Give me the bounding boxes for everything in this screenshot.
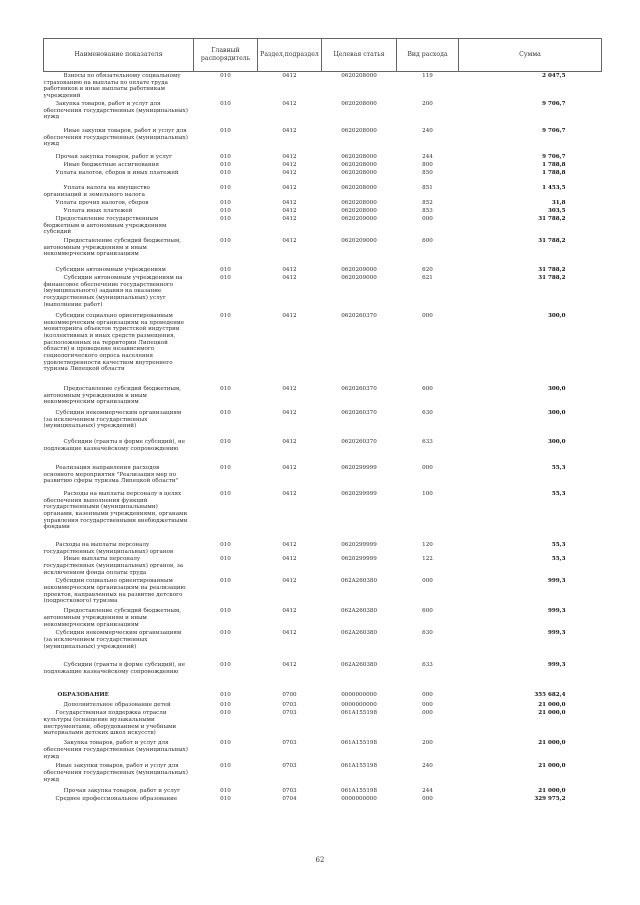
table-row xyxy=(44,691,602,701)
cell-section: 0412 xyxy=(282,541,297,548)
cell-admin: 010 xyxy=(220,490,231,497)
table-body xyxy=(44,72,602,804)
cell-section: 0412 xyxy=(282,184,297,191)
cell-admin: 010 xyxy=(220,630,231,637)
table-header xyxy=(44,39,602,72)
cell-article: 062A260380 xyxy=(340,630,378,637)
table-row xyxy=(44,701,602,709)
cell-section: 0412 xyxy=(282,274,297,281)
cell-sum: 21 000,0 xyxy=(538,788,566,795)
cell-sum: 21 000,0 xyxy=(538,702,566,709)
cell-exptype: 240 xyxy=(422,763,433,770)
cell-admin: 010 xyxy=(220,73,231,79)
cell-article: 0620208000 xyxy=(341,127,377,134)
cell-article: 0620208000 xyxy=(341,207,377,214)
cell-section: 0700 xyxy=(282,692,297,699)
cell-sum: 999,3 xyxy=(547,578,566,585)
cell-exptype: 000 xyxy=(422,710,433,717)
cell-exptype: 633 xyxy=(422,438,433,445)
cell-section: 0412 xyxy=(282,409,297,416)
table-row xyxy=(44,709,602,739)
cell-admin: 010 xyxy=(220,788,231,795)
cell-admin: 010 xyxy=(220,608,231,615)
cell-article: 061A155198 xyxy=(340,710,378,717)
cell-sum: 1 453,5 xyxy=(542,184,566,191)
header-article: Целевая статья xyxy=(322,39,397,72)
cell-sum: 55,3 xyxy=(551,556,566,563)
table-row xyxy=(44,661,602,691)
cell-admin: 010 xyxy=(220,161,231,168)
table-row xyxy=(44,577,602,607)
table-row xyxy=(44,541,602,555)
cell-exptype: 119 xyxy=(422,73,433,79)
cell-sum: 31 788,2 xyxy=(538,237,566,244)
table-row xyxy=(44,161,602,169)
cell-section: 0412 xyxy=(282,153,297,160)
cell-name: Реализация направления расходов основного мероприятия "Реализация мер по развитию сферы туризма Липецкой области" xyxy=(43,464,179,485)
cell-article: 0620208000 xyxy=(341,161,377,168)
cell-name: Расходы на выплаты персоналу государственных (муниципальных) органов xyxy=(43,541,174,555)
cell-section: 0412 xyxy=(282,556,297,563)
table-row xyxy=(44,169,602,184)
cell-sum: 300,0 xyxy=(547,409,566,416)
cell-exptype: 621 xyxy=(422,274,433,281)
table-row xyxy=(44,409,602,438)
cell-sum: 21 000,0 xyxy=(538,763,566,770)
cell-exptype: 244 xyxy=(422,153,433,160)
cell-sum: 303,5 xyxy=(547,207,566,214)
cell-admin: 010 xyxy=(220,385,231,392)
cell-exptype: 000 xyxy=(422,796,433,803)
cell-article: 061A155198 xyxy=(340,740,378,747)
cell-admin: 010 xyxy=(220,169,231,176)
cell-section: 0412 xyxy=(282,73,297,79)
cell-name: Иные закупки товаров, работ и услуг для обеспечения государственных (муниципальных) нужд xyxy=(43,763,188,783)
cell-name: Уплата прочих налогов, сборов xyxy=(55,199,149,206)
cell-name: Предоставление субсидий бюджетным, автономным учреждениям и иным некоммерческим организациям xyxy=(43,608,182,628)
cell-exptype: 851 xyxy=(422,184,433,191)
cell-section: 0703 xyxy=(282,740,297,747)
cell-exptype: 630 xyxy=(422,409,433,416)
table-row xyxy=(44,274,602,312)
cell-exptype: 000 xyxy=(422,312,433,319)
cell-sum: 9 706,7 xyxy=(542,127,566,134)
header-section: Раздел,подраздел xyxy=(258,39,322,72)
cell-sum: 55,3 xyxy=(551,541,566,548)
table-row xyxy=(44,464,602,490)
cell-exptype: 630 xyxy=(422,630,433,637)
cell-admin: 010 xyxy=(220,237,231,244)
cell-exptype: 000 xyxy=(422,215,433,222)
cell-admin: 010 xyxy=(220,763,231,770)
cell-exptype: 600 xyxy=(422,237,433,244)
cell-section: 0412 xyxy=(282,464,297,471)
cell-article: 0620299999 xyxy=(341,556,377,563)
cell-name: Субсидии социально ориентированным некоммерческим организациям на проведение мониторинга объектов туристской индустрии (коллективных и иных средств размещения, расположенных на территории Липецкой области) и проведение независимого социологического опроса населения удовлетворенности качеством внутреннего туризма Липецкой области xyxy=(43,312,185,373)
cell-section: 0412 xyxy=(282,608,297,615)
cell-article: 061A155198 xyxy=(340,788,378,795)
cell-section: 0412 xyxy=(282,385,297,392)
cell-exptype: 600 xyxy=(422,385,433,392)
cell-section: 0412 xyxy=(282,207,297,214)
cell-exptype: 122 xyxy=(422,556,433,563)
cell-article: 0620208000 xyxy=(341,169,377,176)
cell-name: Предоставление субсидий бюджетным, автономным учреждениям и иным некоммерческим организациям xyxy=(43,385,182,406)
table-row xyxy=(44,127,602,153)
cell-sum: 2 047,5 xyxy=(542,73,566,79)
cell-article: 0620260370 xyxy=(341,385,377,392)
cell-article: 0620208000 xyxy=(341,153,377,160)
cell-name: Закупка товаров, работ и услуг для обеспечения государственных (муниципальных) нужд xyxy=(43,740,188,760)
cell-article: 0620209000 xyxy=(341,237,377,244)
cell-exptype: 852 xyxy=(422,199,433,206)
cell-name: Субсидии (гранты в форме субсидий), не подлежащие казначейскому сопровождению xyxy=(43,438,186,452)
cell-article: 0620260370 xyxy=(341,438,377,445)
cell-exptype: 633 xyxy=(422,662,433,669)
cell-exptype: 853 xyxy=(422,207,433,214)
cell-section: 0412 xyxy=(282,169,297,176)
cell-name: Субсидии социально ориентированным некоммерческим организациям на реализацию проектов, направленных на развитие детского (подросткового) туризма xyxy=(43,578,186,605)
cell-article: 0620299999 xyxy=(341,464,377,471)
cell-exptype: 100 xyxy=(422,490,433,497)
cell-admin: 010 xyxy=(220,702,231,709)
cell-sum: 55,3 xyxy=(551,490,566,497)
cell-admin: 010 xyxy=(220,207,231,214)
cell-name: Уплата налога на имущество организаций и земельного налога xyxy=(43,184,150,198)
page-number: 62 xyxy=(315,856,325,864)
table-row xyxy=(44,184,602,199)
cell-section: 0412 xyxy=(282,312,297,319)
cell-section: 0412 xyxy=(282,662,297,669)
cell-sum: 21 000,0 xyxy=(538,740,566,747)
cell-admin: 010 xyxy=(220,662,231,669)
table-row xyxy=(44,787,602,795)
cell-exptype: 000 xyxy=(422,702,433,709)
cell-name: Иные бюджетные ассигнования xyxy=(63,161,159,168)
cell-section: 0703 xyxy=(282,763,297,770)
cell-exptype: 600 xyxy=(422,608,433,615)
table-row xyxy=(44,607,602,629)
cell-name: Субсидии некоммерческим организациям (за исключением государственных (муниципальных) учреждений) xyxy=(43,630,182,650)
cell-admin: 010 xyxy=(220,215,231,222)
cell-sum: 1 788,8 xyxy=(542,161,566,168)
cell-article: 0620208000 xyxy=(341,199,377,206)
cell-admin: 010 xyxy=(220,541,231,548)
cell-section: 0703 xyxy=(282,788,297,795)
cell-name: ОБРАЗОВАНИЕ xyxy=(57,692,109,699)
cell-article: 0620209000 xyxy=(341,266,377,273)
cell-sum: 999,3 xyxy=(547,608,566,615)
cell-exptype: 244 xyxy=(422,788,433,795)
table-row xyxy=(44,215,602,237)
cell-admin: 010 xyxy=(220,184,231,191)
header-sum: Сумма xyxy=(459,39,602,72)
cell-admin: 010 xyxy=(220,692,231,699)
cell-name: Субсидии автономным учреждениям xyxy=(55,266,166,273)
cell-admin: 010 xyxy=(220,556,231,563)
cell-name: Среднее профессиональное образование xyxy=(55,796,178,803)
cell-admin: 010 xyxy=(220,409,231,416)
cell-section: 0412 xyxy=(282,199,297,206)
cell-article: 0620260370 xyxy=(341,409,377,416)
table-row xyxy=(44,438,602,464)
cell-section: 0412 xyxy=(282,578,297,585)
header-name: Наименование показателя xyxy=(44,39,194,72)
cell-admin: 010 xyxy=(220,274,231,281)
cell-exptype: 000 xyxy=(422,578,433,585)
cell-exptype: 200 xyxy=(422,100,433,107)
cell-section: 0703 xyxy=(282,710,297,717)
budget-table-container xyxy=(43,38,601,803)
cell-admin: 010 xyxy=(220,578,231,585)
cell-exptype: 000 xyxy=(422,464,433,471)
cell-exptype: 000 xyxy=(422,692,433,699)
cell-name: Государственная поддержка отрасли культуры (оснащение музыкальными инструментами, оборудованием и учебными материалами детских школ искусств) xyxy=(43,710,177,737)
cell-section: 0412 xyxy=(282,161,297,168)
cell-article: 0620208000 xyxy=(341,100,377,107)
cell-section: 0412 xyxy=(282,438,297,445)
cell-sum: 55,3 xyxy=(551,464,566,471)
cell-sum: 31,8 xyxy=(551,199,566,206)
cell-name: Расходы на выплаты персоналу в целях обеспечения выполнения функций государственными (муниципальными) органами, казенными учреждениями, органами управления государственными внебюджетными фондами xyxy=(43,490,188,531)
cell-admin: 010 xyxy=(220,127,231,134)
cell-admin: 010 xyxy=(220,438,231,445)
cell-name: Прочая закупка товаров, работ и услуг xyxy=(63,788,181,795)
cell-article: 062A260380 xyxy=(340,608,378,615)
cell-exptype: 240 xyxy=(422,127,433,134)
table-row xyxy=(44,490,602,541)
cell-exptype: 200 xyxy=(422,740,433,747)
table-row xyxy=(44,100,602,127)
cell-section: 0412 xyxy=(282,266,297,273)
cell-sum: 300,0 xyxy=(547,312,566,319)
cell-admin: 010 xyxy=(220,464,231,471)
cell-name: Предоставление государственным бюджетным и автономным учреждениям субсидий xyxy=(43,215,167,236)
cell-admin: 010 xyxy=(220,796,231,803)
cell-article: 0000000000 xyxy=(341,702,377,709)
table-row xyxy=(44,555,602,577)
table-row xyxy=(44,237,602,266)
cell-sum: 21 000,0 xyxy=(538,710,566,717)
cell-name: Взносы по обязательному социальному страхованию на выплаты по оплате труда работников и иные выплаты работникам учреждений xyxy=(43,73,181,100)
table-row xyxy=(44,207,602,215)
table-row xyxy=(44,629,602,661)
cell-name: Уплата налогов, сборов и иных платежей xyxy=(55,169,179,176)
cell-article: 0620209000 xyxy=(341,215,377,222)
cell-article: 0620260370 xyxy=(341,312,377,319)
header-exptype: Вид расхода xyxy=(397,39,459,72)
cell-sum: 999,3 xyxy=(547,662,566,669)
cell-section: 0412 xyxy=(282,490,297,497)
cell-admin: 010 xyxy=(220,312,231,319)
cell-name: Закупка товаров, работ и услуг для обеспечения государственных (муниципальных) нужд xyxy=(43,100,188,121)
cell-article: 0620209000 xyxy=(341,274,377,281)
cell-article: 0000000000 xyxy=(341,796,377,803)
table-row xyxy=(44,72,602,100)
cell-admin: 010 xyxy=(220,153,231,160)
cell-article: 062A260380 xyxy=(340,662,378,669)
table-row xyxy=(44,762,602,787)
budget-table xyxy=(43,38,602,803)
table-row xyxy=(44,266,602,274)
cell-sum: 1 788,8 xyxy=(542,169,566,176)
cell-sum: 300,0 xyxy=(547,438,566,445)
cell-name: Прочая закупка товаров, работ и услуг xyxy=(55,153,173,160)
cell-section: 0412 xyxy=(282,215,297,222)
table-row xyxy=(44,385,602,409)
cell-article: 0620299999 xyxy=(341,490,377,497)
cell-article: 0620208000 xyxy=(341,73,377,79)
cell-exptype: 850 xyxy=(422,169,433,176)
cell-sum: 31 788,2 xyxy=(538,266,566,273)
cell-section: 0412 xyxy=(282,237,297,244)
cell-sum: 9 706,7 xyxy=(542,100,566,107)
cell-admin: 010 xyxy=(220,199,231,206)
cell-name: Субсидии автономным учреждениям на финансовое обеспечение государственного (муниципального) задания на оказание государственных (муниципальных) услуг (выполнение работ) xyxy=(43,274,183,308)
cell-name: Иные закупки товаров, работ и услуг для обеспечения государственных (муниципальных) нужд xyxy=(43,127,188,148)
header-admin: Главный распорядитель xyxy=(194,39,258,72)
cell-section: 0704 xyxy=(282,796,297,803)
cell-article: 0620299999 xyxy=(341,541,377,548)
cell-section: 0703 xyxy=(282,702,297,709)
cell-admin: 010 xyxy=(220,710,231,717)
cell-article: 0620208000 xyxy=(341,184,377,191)
table-row xyxy=(44,795,602,803)
cell-exptype: 120 xyxy=(422,541,433,548)
cell-article: 061A155198 xyxy=(340,763,378,770)
cell-sum: 31 788,2 xyxy=(538,215,566,222)
cell-section: 0412 xyxy=(282,127,297,134)
cell-admin: 010 xyxy=(220,100,231,107)
cell-name: Субсидии (гранты в форме субсидий), не подлежащие казначейскому сопровождению xyxy=(43,662,186,675)
cell-name: Дополнительное образование детей xyxy=(63,702,171,709)
cell-exptype: 800 xyxy=(422,161,433,168)
cell-sum: 31 788,2 xyxy=(538,274,566,281)
table-row xyxy=(44,739,602,762)
table-row xyxy=(44,153,602,161)
cell-article: 0000000000 xyxy=(341,692,377,699)
cell-sum: 999,3 xyxy=(547,630,566,637)
cell-name: Уплата иных платежей xyxy=(63,207,133,214)
cell-admin: 010 xyxy=(220,740,231,747)
cell-article: 062A260380 xyxy=(340,578,378,585)
cell-name: Предоставление субсидий бюджетным, автономным учреждениям и иным некоммерческим организациям xyxy=(43,237,182,258)
table-row xyxy=(44,199,602,207)
cell-exptype: 620 xyxy=(422,266,433,273)
cell-sum: 329 975,2 xyxy=(534,796,566,803)
cell-name: Иные выплаты персоналу государственных (муниципальных) органов, за исключением фонда оплаты труда xyxy=(43,556,184,576)
cell-admin: 010 xyxy=(220,266,231,273)
cell-section: 0412 xyxy=(282,630,297,637)
cell-name: Субсидии некоммерческим организациям (за исключением государственных (муниципальных) учреждений) xyxy=(43,409,182,430)
cell-sum: 355 682,4 xyxy=(534,692,566,699)
cell-sum: 300,0 xyxy=(547,385,566,392)
cell-section: 0412 xyxy=(282,100,297,107)
cell-sum: 9 706,7 xyxy=(542,153,566,160)
table-row xyxy=(44,312,602,385)
